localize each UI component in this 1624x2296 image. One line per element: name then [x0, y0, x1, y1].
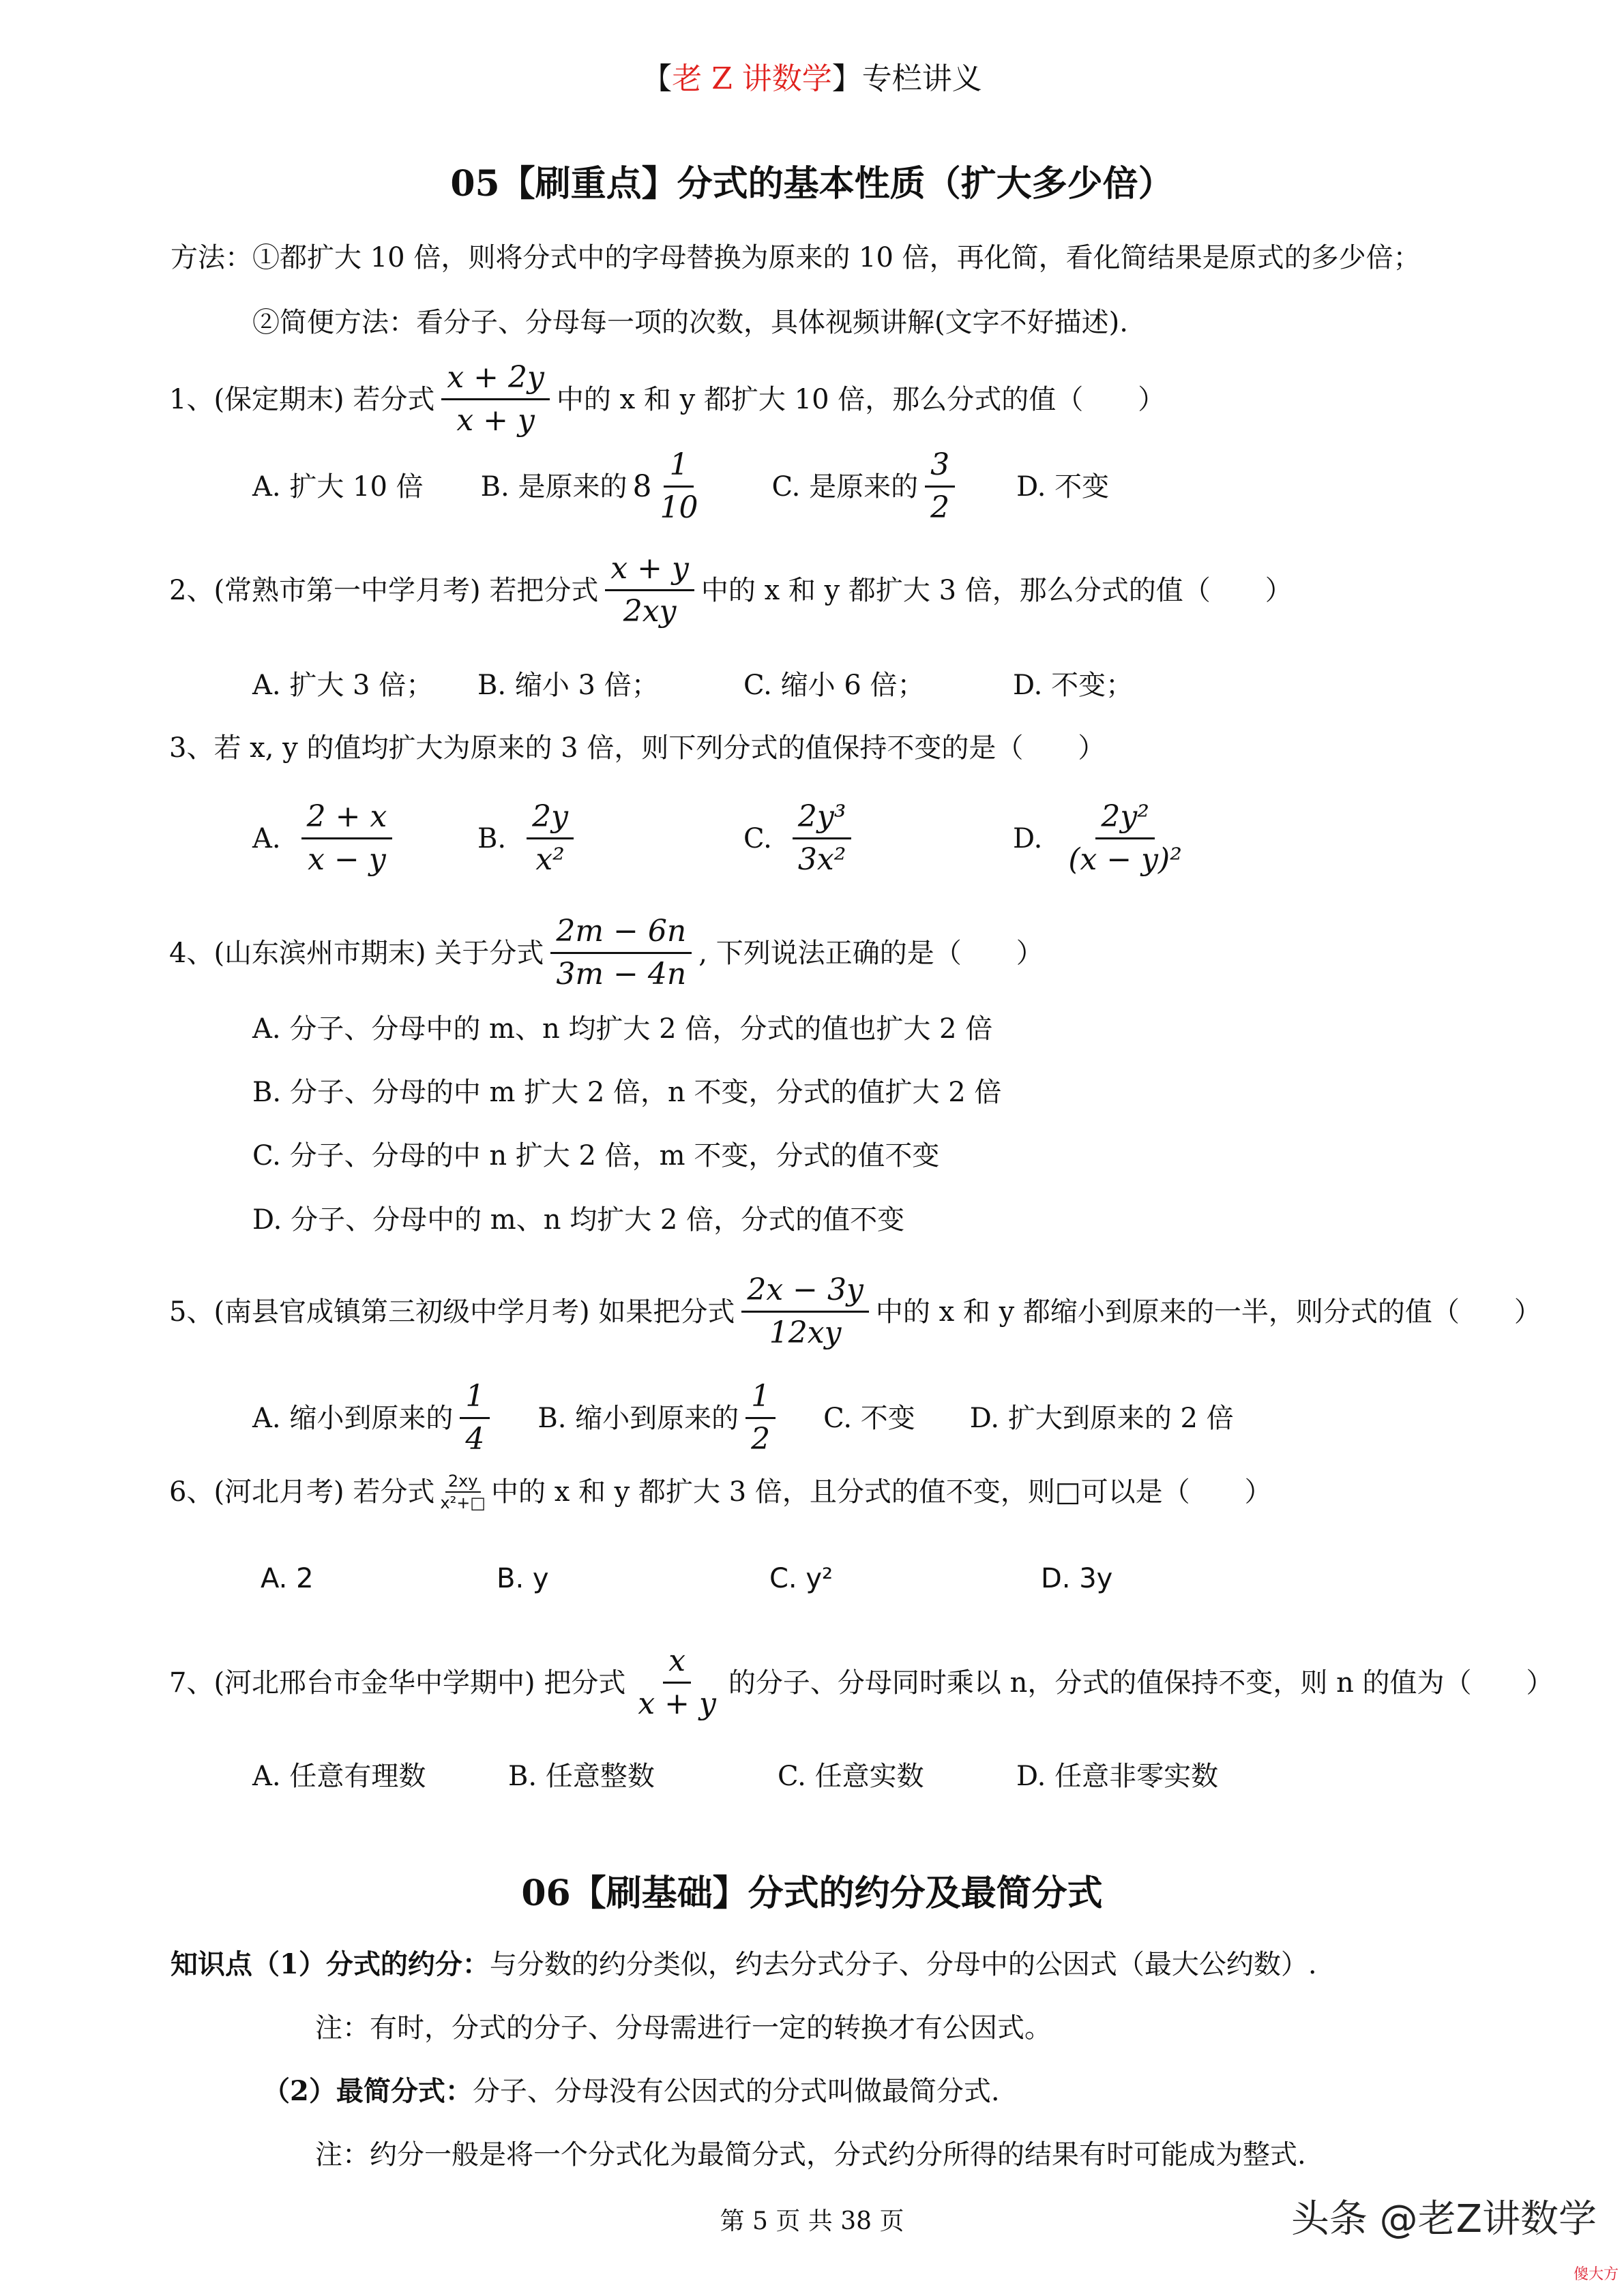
question-1-prefix: 1、(保定期末) 若分式: [169, 383, 435, 415]
option-a-fraction: [460, 1379, 490, 1457]
question-4: [169, 914, 1044, 992]
question-2-option-d: D. 不变；: [1013, 670, 1134, 701]
option-b: B. 是原来的: [480, 471, 628, 503]
fraction-denominator: x + y: [456, 403, 535, 438]
fraction-denominator: 12xy: [769, 1315, 842, 1350]
option-b-label: B.: [477, 822, 507, 854]
question-6: [169, 1472, 1272, 1512]
mixed-whole: 8: [632, 468, 652, 504]
option-a: A. 扩大 10 倍: [252, 471, 424, 503]
option-b: B. 缩小到原来的: [537, 1402, 739, 1434]
knowledge-point-2-text: 分子、分母没有公因式的分式叫做最简分式.: [472, 2076, 1000, 2107]
fraction-denominator: 2: [751, 1422, 771, 1457]
fraction-numerator: 2y³: [793, 799, 852, 839]
option-a-fraction: [301, 799, 393, 878]
fraction-numerator: 1: [745, 1379, 776, 1419]
option-d: D. 不变: [1016, 471, 1110, 503]
question-3-option-d: [1013, 799, 1194, 878]
header-series-name: 老 Z 讲数学: [672, 61, 832, 96]
question-6-suffix: 中的 x 和 y 都扩大 3 倍，且分式的值不变，则□可以是（ ）: [490, 1476, 1272, 1508]
question-7-option-d: D. 任意非零实数: [1016, 1761, 1219, 1792]
question-2: [169, 551, 1293, 629]
question-4-option-c: C. 分子、分母的中 n 扩大 2 倍，m 不变，分式的值不变: [252, 1140, 940, 1172]
question-2-option-c: C. 缩小 6 倍；: [743, 670, 925, 701]
fraction-denominator: x²+□: [440, 1493, 486, 1512]
question-5-fraction: [741, 1272, 869, 1351]
option-b-fraction: [527, 799, 574, 878]
option-c-fraction: [925, 447, 955, 526]
fraction-numerator: 3: [925, 447, 955, 488]
question-4-option-a: A. 分子、分母中的 m、n 均扩大 2 倍，分式的值也扩大 2 倍: [252, 1013, 993, 1045]
question-6-option-c: C. y²: [769, 1563, 833, 1594]
option-c-label: C.: [743, 822, 772, 854]
fraction-denominator: 10: [660, 490, 698, 525]
question-3-option-c: [743, 799, 858, 878]
question-4-option-d: D. 分子、分母中的 m、n 均扩大 2 倍，分式的值不变: [252, 1204, 905, 1236]
fraction-numerator: 2y: [527, 799, 574, 839]
knowledge-point-1: [171, 1948, 1317, 1982]
question-7: [169, 1643, 1554, 1722]
fraction-numerator: 2 + x: [301, 799, 393, 839]
note-2: 注：约分一般是将一个分式化为最简分式，分式约分所得的结果有时可能成为整式.: [315, 2139, 1306, 2171]
question-1-fraction: [441, 360, 550, 438]
knowledge-point-1-text: 与分数的约分类似，约去分式分子、分母中的公因式（最大公约数）.: [489, 1949, 1317, 1980]
question-5-prefix: 5、(南县官成镇第三初级中学月考) 如果把分式: [169, 1296, 735, 1328]
fraction-numerator: x + 2y: [441, 360, 550, 400]
fraction-numerator: 2x − 3y: [741, 1272, 869, 1313]
question-2-prefix: 2、(常熟市第一中学月考) 若把分式: [169, 574, 599, 606]
option-c: C. 是原来的: [771, 471, 919, 503]
option-a-label: A.: [252, 822, 281, 854]
question-7-suffix: 的分子、分母同时乘以 n，分式的值保持不变，则 n 的值为（ ）: [728, 1667, 1554, 1699]
question-6-option-b: B. y: [497, 1563, 549, 1594]
question-7-option-a: A. 任意有理数: [252, 1761, 426, 1792]
knowledge-point-2: [263, 2074, 1000, 2108]
question-4-fraction: [550, 914, 692, 992]
fraction-denominator: x − y: [308, 842, 386, 877]
note-1: 注：有时，分式的分子、分母需进行一定的转换才有公因式。: [315, 2012, 1052, 2044]
question-2-suffix: 中的 x 和 y 都扩大 3 倍，那么分式的值（ ）: [700, 574, 1293, 606]
question-7-prefix: 7、(河北邢台市金华中学期中) 把分式: [169, 1667, 626, 1699]
question-3-option-a: [252, 799, 399, 878]
page-header: [0, 60, 1624, 98]
question-1-suffix: 中的 x 和 y 都扩大 10 倍，那么分式的值（ ）: [556, 383, 1166, 415]
option-c-fraction: [793, 799, 852, 878]
question-3: 3、若 x, y 的值均扩大为原来的 3 倍，则下列分式的值保持不变的是（ ）: [169, 732, 1106, 764]
fraction-denominator: 2xy: [623, 594, 677, 629]
header-bracket-close: 】: [831, 61, 862, 96]
fraction-numerator: x: [663, 1643, 691, 1684]
fraction-denominator: 2: [930, 490, 950, 525]
knowledge-point-2-label: （2）最简分式：: [263, 2075, 473, 2107]
fraction-numerator: 2xy: [445, 1472, 481, 1493]
header-suffix: 专栏讲义: [861, 61, 982, 96]
question-7-option-b: B. 任意整数: [508, 1761, 655, 1792]
question-1-options: [252, 447, 1109, 526]
question-2-option-b: B. 缩小 3 倍；: [477, 670, 659, 701]
fraction-numerator: 2m − 6n: [550, 914, 692, 954]
fraction-denominator: (x − y)²: [1068, 842, 1182, 877]
method-line-2: ②简便方法：看分子、分母每一项的次数，具体视频讲解(文字不好描述).: [252, 307, 1128, 338]
question-5-suffix: 中的 x 和 y 都缩小到原来的一半，则分式的值（ ）: [875, 1296, 1541, 1328]
question-4-prefix: 4、(山东滨州市期末) 关于分式: [169, 937, 544, 969]
fraction-denominator: 3x²: [797, 842, 846, 877]
question-7-option-c: C. 任意实数: [778, 1761, 924, 1792]
corner-mark: 傻大方: [1573, 2266, 1619, 2283]
section-05-title: 05【刷重点】分式的基本性质（扩大多少倍）: [450, 163, 1174, 205]
header-bracket-open: 【: [642, 61, 673, 96]
fraction-numerator: 2y²: [1095, 799, 1155, 839]
section-06-title: 06【刷基础】分式的约分及最简分式: [521, 1873, 1103, 1914]
fraction-numerator: 1: [664, 447, 694, 488]
question-2-option-a: A. 扩大 3 倍；: [252, 670, 434, 701]
fraction-denominator: x²: [535, 842, 565, 877]
option-d-label: D.: [1013, 822, 1043, 854]
fraction-denominator: 3m − 4n: [556, 957, 687, 992]
fraction-denominator: 4: [465, 1422, 485, 1457]
fraction-denominator: x + y: [638, 1686, 716, 1721]
fraction-numerator: 1: [460, 1379, 490, 1419]
question-6-prefix: 6、(河北月考) 若分式: [169, 1476, 435, 1508]
watermark: 头条 @老Z讲数学: [1290, 2197, 1597, 2241]
option-c: C. 不变: [823, 1402, 915, 1434]
question-6-option-a: A. 2: [261, 1563, 314, 1594]
mixed-number: [627, 447, 710, 526]
mixed-fraction: [654, 447, 703, 526]
question-4-option-b: B. 分子、分母的中 m 扩大 2 倍，n 不变，分式的值扩大 2 倍: [252, 1077, 1002, 1108]
method-line-1: 方法：①都扩大 10 倍，则将分式中的字母替换为原来的 10 倍，再化简，看化简结果是原式的多少倍；: [171, 242, 1421, 273]
question-5-options: [252, 1379, 1234, 1457]
option-b-fraction: [745, 1379, 776, 1457]
question-5: [169, 1272, 1541, 1351]
option-a: A. 缩小到原来的: [252, 1402, 454, 1434]
question-6-fraction: [437, 1472, 488, 1512]
question-2-fraction: [605, 551, 694, 629]
question-4-suffix: , 下列说法正确的是（ ）: [698, 937, 1044, 969]
page-number: 第 5 页 共 38 页: [720, 2207, 904, 2235]
option-d-fraction: [1063, 799, 1187, 878]
question-1: [169, 360, 1165, 438]
knowledge-point-1-label: 知识点（1）分式的约分：: [171, 1948, 490, 1980]
option-d: D. 扩大到原来的 2 倍: [969, 1402, 1234, 1434]
question-6-option-d: D. 3y: [1041, 1563, 1113, 1594]
question-3-option-b: [477, 799, 580, 878]
question-7-fraction: [632, 1643, 722, 1722]
fraction-numerator: x + y: [605, 551, 694, 591]
